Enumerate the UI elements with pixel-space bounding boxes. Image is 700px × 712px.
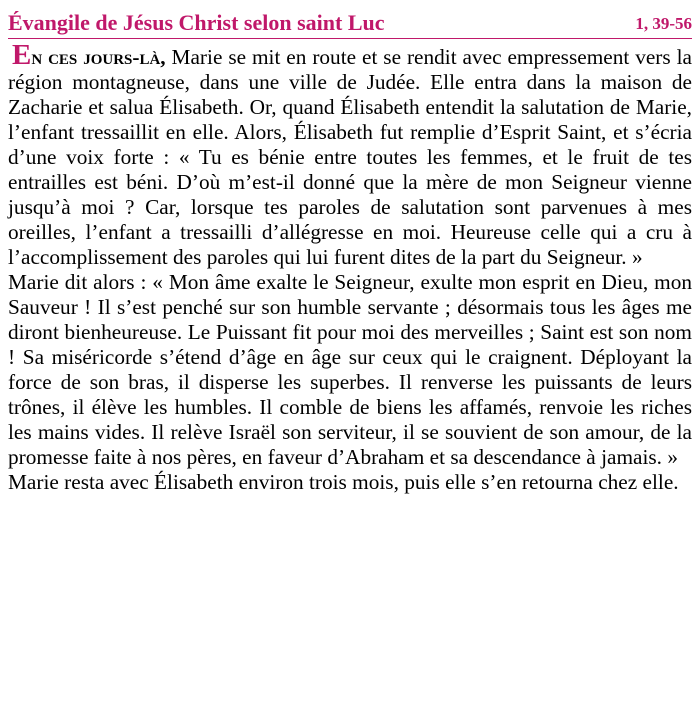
gospel-page: [8, 0, 692, 712]
paragraph-1: [8, 39, 692, 270]
gospel-title: Évangile de Jésus Christ selon saint Luc: [8, 10, 385, 35]
reading-header: [8, 4, 692, 39]
verse-reference: 1, 39-56: [635, 14, 692, 33]
paragraph-2: Marie dit alors : « Mon âme exalte le Seigneur, exulte mon esprit en Dieu, mon Sauveur ! Il s’est penché sur son humble servante ; désormais tous les âges me diront bienheureuse. Le Puissant fit pour moi des merveilles ; Saint est son nom ! Sa miséricorde s’étend d’âge en âge sur ceux qui le craignent. Déployant la force de son bras, il disperse les superbes. Il renverse les puissants de leurs trônes, il élève les humbles. Il comble de biens les affamés, renvoie les riches les mains vides. Il relève Israël son serviteur, il se souvient de son amour, de la promesse faite à nos pères, en faveur d’Abraham et sa descendance à jamais. »: [8, 270, 692, 469]
gospel-text: [8, 39, 692, 495]
paragraph-1-text: Marie se mit en route et se rendit avec empressement vers la région montagneuse, dans une ville de Judée. Elle entra dans la maison de Zacharie et salua Élisabeth. Or, quand Élisabeth entendit la salutation de Marie, l’enfant tressaillit en elle. Alors, Élisabeth fut remplie d’Esprit Saint, et s’écria d’une voix forte : « Tu es bénie entre toutes les femmes, et le fruit de tes entrailles est béni. D’où m’est-il donné que la mère de mon Seigneur vienne jusqu’à moi ? Car, lorsque tes paroles de salutation sont parvenues à mes oreilles, l’enfant a tressailli d’allégresse en moi. Heureuse celle qui a cru à l’accomplissement des paroles qui lui furent dites de la part du Seigneur. »: [8, 45, 692, 269]
drop-cap: E: [12, 39, 32, 71]
opening-smallcaps: n ces jours-là,: [31, 45, 166, 69]
paragraph-3: Marie resta avec Élisabeth environ trois mois, puis elle s’en retourna chez elle.: [8, 470, 679, 494]
